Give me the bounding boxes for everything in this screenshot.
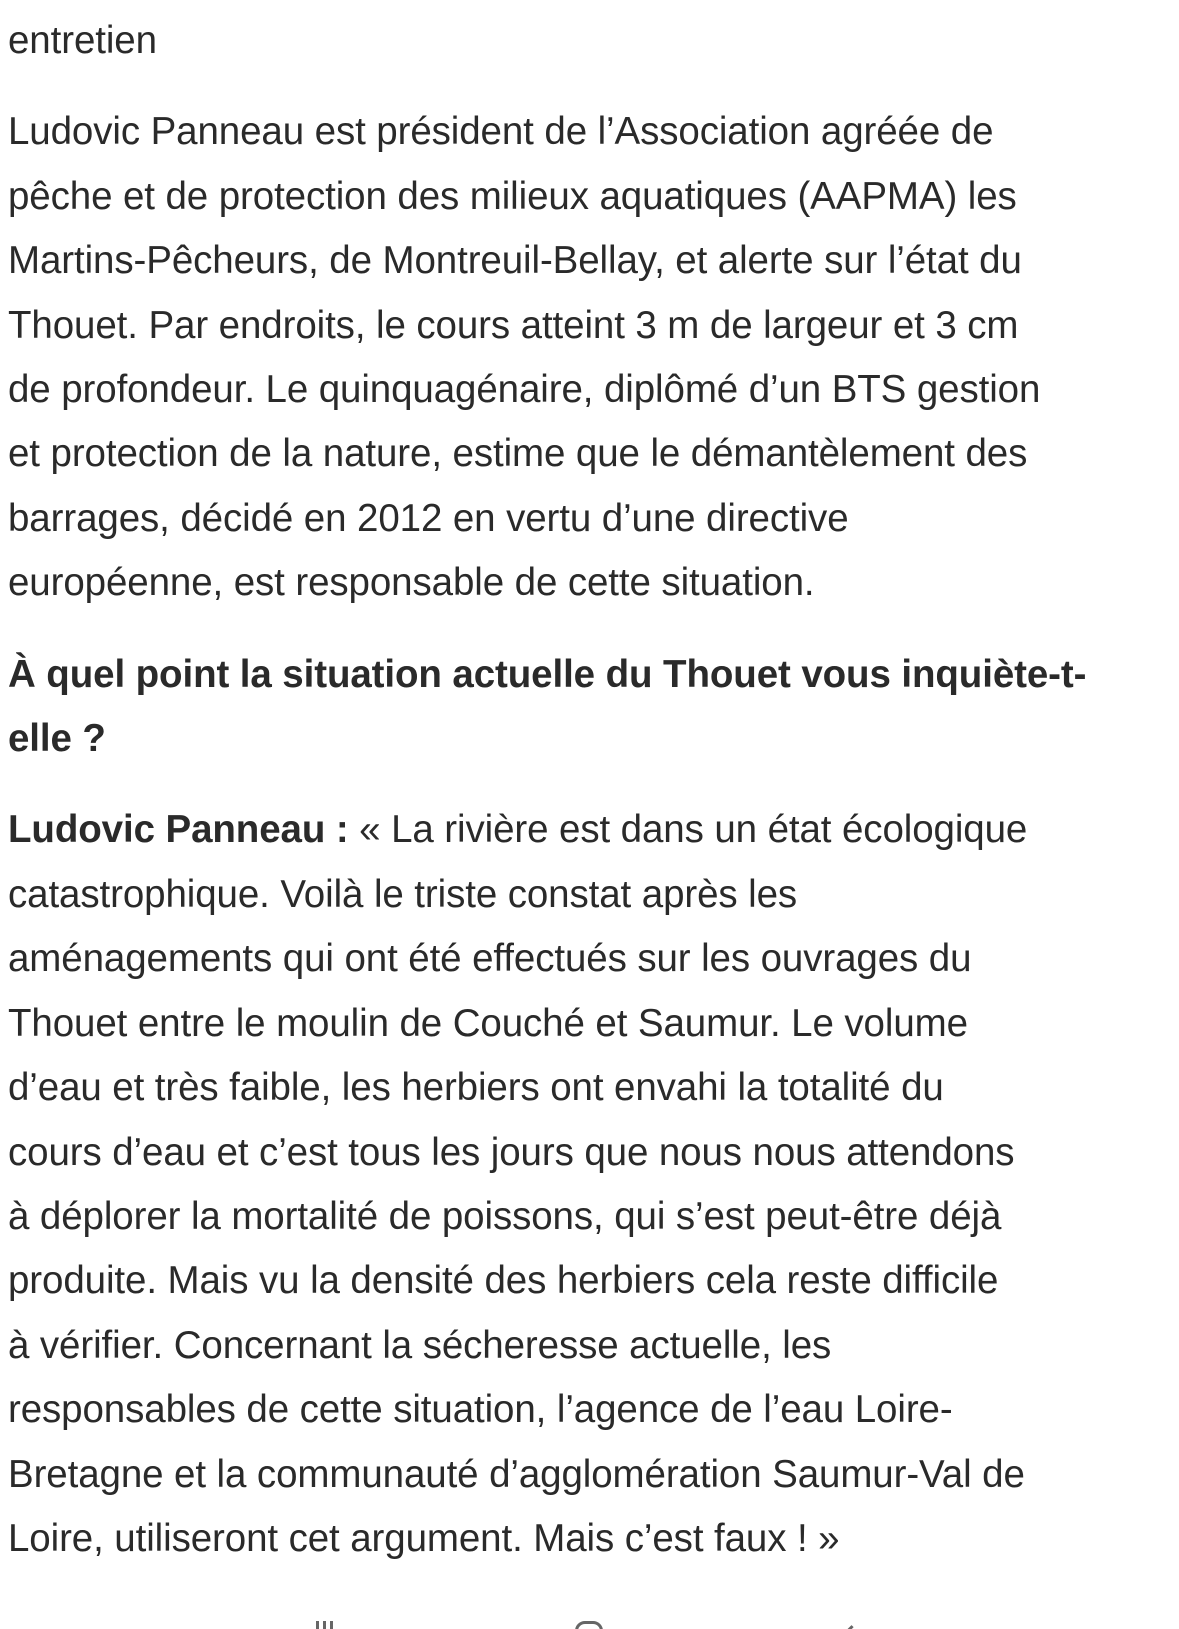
system-navigation-bar (0, 1609, 1179, 1629)
question-line: À quel point la situation actuelle du Thouet vous inquiète-t- (8, 652, 1087, 696)
intro-line: de profondeur. Le quinquagénaire, diplômé d’un BTS gestion (8, 368, 1041, 412)
answer-line: Loire, utiliseront cet argument. Mais c’est faux ! » (8, 1516, 840, 1560)
intro-line: et protection de la nature, estime que le démantèlement des (8, 432, 1028, 476)
paragraph-gap (8, 73, 1173, 100)
intro-line: Martins-Pêcheurs, de Montreuil-Bellay, et alerte sur l’état du (8, 239, 1022, 283)
back-icon[interactable] (838, 1625, 865, 1629)
paragraph-gap (8, 771, 1173, 798)
answer-line: responsables de cette situation, l’agence de l’eau Loire- (8, 1388, 953, 1432)
answer-line: d’eau et très faible, les herbiers ont envahi la totalité du (8, 1066, 944, 1110)
answer-line: aménagements qui ont été effectués sur les ouvrages du (8, 937, 972, 981)
recent-apps-icon[interactable] (316, 1621, 336, 1629)
interview-question (8, 643, 1173, 772)
paragraph-gap (8, 616, 1173, 643)
intro-paragraph (8, 100, 1173, 615)
answer-line: Bretagne et la communauté d’agglomération Saumur-Val de (8, 1452, 1025, 1496)
answer-line: Thouet entre le moulin de Couché et Saumur. Le volume (8, 1001, 968, 1045)
intro-line: européenne, est responsable de cette situation. (8, 561, 815, 605)
answer-line: cours d’eau et c’est tous les jours que nous nous attendons (8, 1130, 1015, 1174)
answer-line: produite. Mais vu la densité des herbiers cela reste difficile (8, 1259, 999, 1303)
answer-first-line-text: « La rivière est dans un état écologique (348, 808, 1028, 852)
answer-line: à déplorer la mortalité de poissons, qui s’est peut-être déjà (8, 1194, 1002, 1238)
intro-line: Thouet. Par endroits, le cours atteint 3 m de largeur et 3 cm (8, 303, 1019, 347)
intro-line: barrages, décidé en 2012 en vertu d’une directive (8, 496, 849, 540)
answer-line: catastrophique. Voilà le triste constat après les (8, 872, 798, 916)
interview-answer (8, 798, 1173, 1571)
answer-speaker: Ludovic Panneau : (8, 808, 349, 852)
question-line: elle ? (8, 717, 106, 761)
answer-first-line (8, 798, 1173, 862)
answer-line: à vérifier. Concernant la sécheresse actuelle, les (8, 1323, 832, 1367)
intro-line: Ludovic Panneau est président de l’Association agréée de (8, 110, 994, 154)
article-body (8, 0, 1173, 1571)
intro-tail: entretien (8, 19, 157, 62)
intro-line: pêche et de protection des milieux aquatiques (AAPMA) les (8, 174, 1017, 218)
home-icon[interactable] (575, 1621, 603, 1629)
